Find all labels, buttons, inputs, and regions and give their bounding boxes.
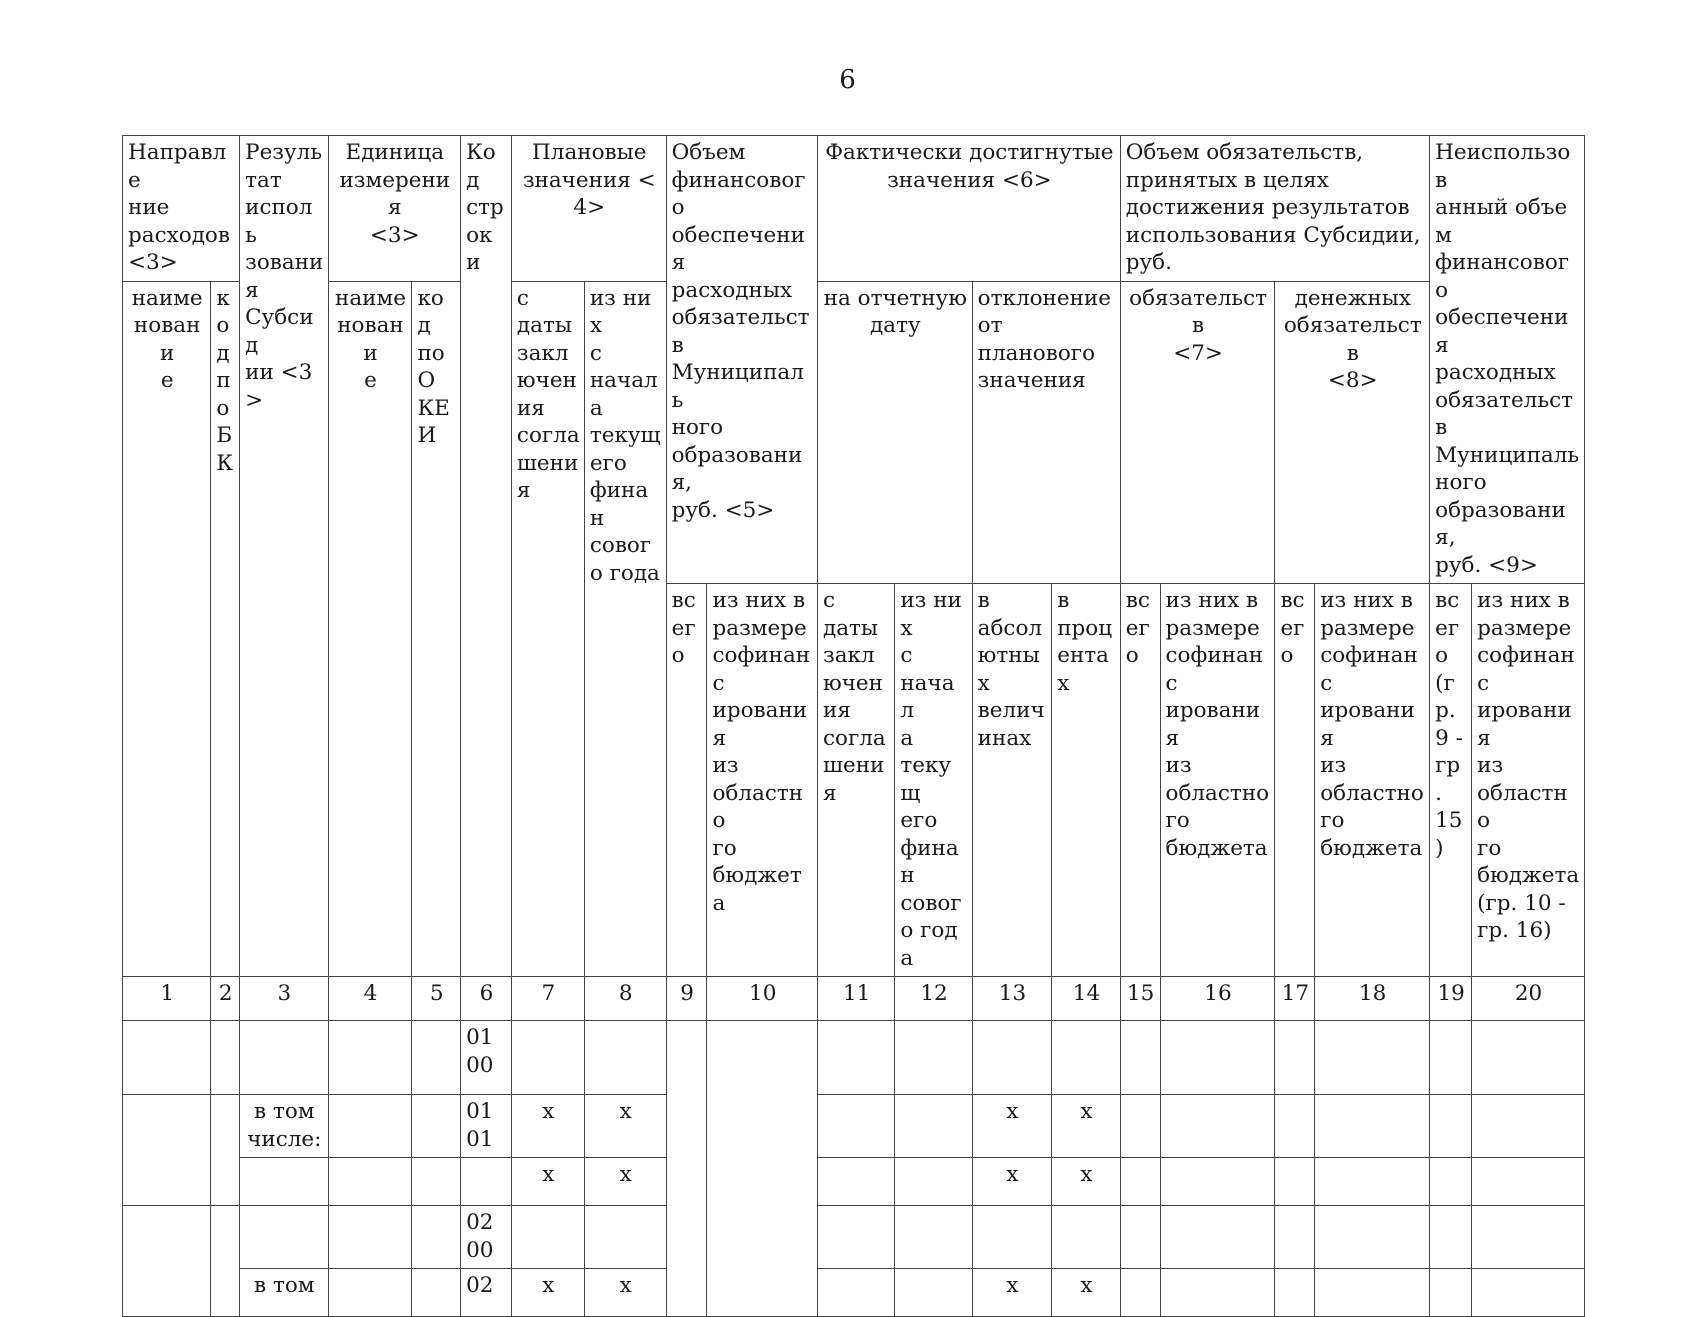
cell [1160, 1021, 1275, 1095]
header-actual: Фактически достигнутые значения <6> [817, 136, 1120, 282]
row-result: в том числе: [240, 1095, 328, 1158]
cell [1315, 1158, 1430, 1206]
deviation-value: x [972, 1158, 1052, 1206]
deviation-value: x [972, 1269, 1052, 1317]
header-row-2 [123, 281, 1585, 584]
row-code: 01 01 [461, 1095, 512, 1158]
row-code: 02 [461, 1269, 512, 1317]
plan-value [511, 1021, 584, 1095]
header-money-total: вс ег о [1275, 584, 1315, 977]
cell [817, 1206, 894, 1269]
header-row-1 [123, 136, 1585, 282]
cell [1160, 1206, 1275, 1269]
cell [1275, 1021, 1315, 1095]
header-actual-from-agreement: с даты закл ючен ия согла шени я [817, 584, 894, 977]
cell [123, 1021, 211, 1095]
plan-value: x [511, 1095, 584, 1158]
cell [1472, 1095, 1585, 1158]
header-direction-code: к о д п о Б К [211, 281, 240, 977]
header-result: Резуль тат исполь зовани я Субсид ии <3> [240, 136, 328, 977]
cell [1315, 1021, 1430, 1095]
header-direction: Направле ние расходов <3> [123, 136, 240, 282]
header-actual-on-date: на отчетную дату [817, 281, 972, 584]
cell [211, 1095, 240, 1206]
cell [412, 1206, 461, 1269]
page-number: 6 [839, 65, 856, 95]
plan-value: x [584, 1158, 666, 1206]
cell [412, 1021, 461, 1095]
cell [1315, 1095, 1430, 1158]
cell [1160, 1158, 1275, 1206]
column-number: 17 [1275, 977, 1315, 1021]
cell [1275, 1158, 1315, 1206]
cell [1160, 1095, 1275, 1158]
column-number: 10 [707, 977, 818, 1021]
column-number: 12 [895, 977, 972, 1021]
subsidy-report-table [122, 135, 1585, 1317]
header-planned-from-year: из них с начал а текущ его финан совог о года [584, 281, 666, 977]
cell [817, 1269, 894, 1317]
header-funding-total: вс ег о [666, 584, 707, 977]
header-unit: Единица измерения <3> [328, 136, 461, 282]
cell [211, 1021, 240, 1095]
table-row [123, 1206, 1585, 1269]
deviation-value: x [972, 1095, 1052, 1158]
cell [1275, 1269, 1315, 1317]
header-unit-code: ко д по О КЕ И [412, 281, 461, 977]
cell [1315, 1206, 1430, 1269]
header-deviation-pct: в проц ента х [1052, 584, 1121, 977]
cell [817, 1095, 894, 1158]
cell [328, 1021, 412, 1095]
header-deviation-abs: в абсол ютны х велич инах [972, 584, 1052, 977]
cell [1120, 1095, 1160, 1158]
cell [895, 1206, 972, 1269]
header-money-cofin: из них в размере софинанс ирования из областно го бюджета [1315, 584, 1430, 977]
cell [1120, 1269, 1160, 1317]
table-row [123, 1021, 1585, 1095]
column-number: 20 [1472, 977, 1585, 1021]
cell [412, 1158, 461, 1206]
plan-value: x [584, 1095, 666, 1158]
plan-value [511, 1206, 584, 1269]
cell [1120, 1206, 1160, 1269]
cell [412, 1269, 461, 1317]
cell [1472, 1206, 1585, 1269]
cell [1430, 1021, 1472, 1095]
cell [328, 1206, 412, 1269]
cell [1430, 1206, 1472, 1269]
header-row-code: Ко д стр ок и [461, 136, 512, 977]
plan-value: x [511, 1158, 584, 1206]
deviation-value [972, 1206, 1052, 1269]
header-obligations: Объем обязательств, принятых в целях достижения результатов использования Субсидии, руб. [1120, 136, 1429, 282]
header-unused-total: вс ег о (г р. 9 - гр . 15 ) [1430, 584, 1472, 977]
cell [1275, 1206, 1315, 1269]
deviation-value: x [1052, 1158, 1121, 1206]
column-number: 18 [1315, 977, 1430, 1021]
row-result [240, 1021, 328, 1095]
header-funding: Объем финансового обеспечения расходных обязательств Муниципаль ного образования, руб. <5> [666, 136, 817, 584]
column-number: 9 [666, 977, 707, 1021]
header-unit-name: наиме новани е [328, 281, 412, 977]
column-number: 14 [1052, 977, 1121, 1021]
header-deviation: отклонение от планового значения [972, 281, 1120, 584]
column-number: 15 [1120, 977, 1160, 1021]
deviation-value [1052, 1021, 1121, 1095]
cell [123, 1095, 211, 1206]
header-direction-name: наиме новани е [123, 281, 211, 977]
header-unused-cofin: из них в размере софинанс ирования из областно го бюджета (гр. 10 - гр. 16) [1472, 584, 1585, 977]
deviation-value: x [1052, 1269, 1121, 1317]
header-actual-from-year: из них с начал а текущ его финан совог о года [895, 584, 972, 977]
cell [328, 1095, 412, 1158]
column-number: 4 [328, 977, 412, 1021]
column-numbers-row [123, 977, 1585, 1021]
cell [412, 1095, 461, 1158]
column-number: 16 [1160, 977, 1275, 1021]
column-number: 3 [240, 977, 328, 1021]
header-planned-from-agreement: с даты закл ючен ия согла шени я [511, 281, 584, 977]
header-unused: Неиспользов анный объем финансового обеспечения расходных обязательств Муниципаль ного образования, руб. <9> [1430, 136, 1585, 584]
cell [123, 1206, 211, 1317]
cell [1120, 1021, 1160, 1095]
column-number: 11 [817, 977, 894, 1021]
plan-value [584, 1021, 666, 1095]
cell [1430, 1158, 1472, 1206]
row-code: 01 00 [461, 1021, 512, 1095]
cell [1315, 1269, 1430, 1317]
column-number: 6 [461, 977, 512, 1021]
cell [895, 1095, 972, 1158]
cell [328, 1158, 412, 1206]
row-result [240, 1158, 328, 1206]
column-number: 13 [972, 977, 1052, 1021]
plan-value [584, 1206, 666, 1269]
cell [1160, 1269, 1275, 1317]
cell [211, 1206, 240, 1317]
deviation-value: x [1052, 1095, 1121, 1158]
row-code [461, 1158, 512, 1206]
row-code: 02 00 [461, 1206, 512, 1269]
header-obligations-oblig: обязательств <7> [1120, 281, 1275, 584]
cell [328, 1269, 412, 1317]
plan-value: x [584, 1269, 666, 1317]
plan-value: x [511, 1269, 584, 1317]
row-result: в том [240, 1269, 328, 1317]
cell [1275, 1095, 1315, 1158]
table-row [123, 1158, 1585, 1206]
deviation-value [972, 1021, 1052, 1095]
cell [1430, 1095, 1472, 1158]
row-result [240, 1206, 328, 1269]
cell [666, 1021, 707, 1317]
cell [895, 1269, 972, 1317]
cell [895, 1021, 972, 1095]
table-row [123, 1269, 1585, 1317]
header-oblig-cofin: из них в размере софинанс ирования из областно го бюджета [1160, 584, 1275, 977]
column-number: 8 [584, 977, 666, 1021]
cell [895, 1158, 972, 1206]
cell [707, 1021, 818, 1317]
cell [1472, 1269, 1585, 1317]
deviation-value [1052, 1206, 1121, 1269]
cell [817, 1021, 894, 1095]
column-number: 2 [211, 977, 240, 1021]
column-number: 19 [1430, 977, 1472, 1021]
column-number: 5 [412, 977, 461, 1021]
header-obligations-money: денежных обязательств <8> [1275, 281, 1430, 584]
cell [1430, 1269, 1472, 1317]
header-funding-cofin: из них в размере софинанс ирования из областно го бюджета [707, 584, 818, 977]
cell [817, 1158, 894, 1206]
column-number: 7 [511, 977, 584, 1021]
cell [1472, 1021, 1585, 1095]
table-row [123, 1095, 1585, 1158]
header-oblig-total: вс ег о [1120, 584, 1160, 977]
cell [1120, 1158, 1160, 1206]
header-planned: Плановые значения <4> [511, 136, 666, 282]
cell [1472, 1158, 1585, 1206]
column-number: 1 [123, 977, 211, 1021]
